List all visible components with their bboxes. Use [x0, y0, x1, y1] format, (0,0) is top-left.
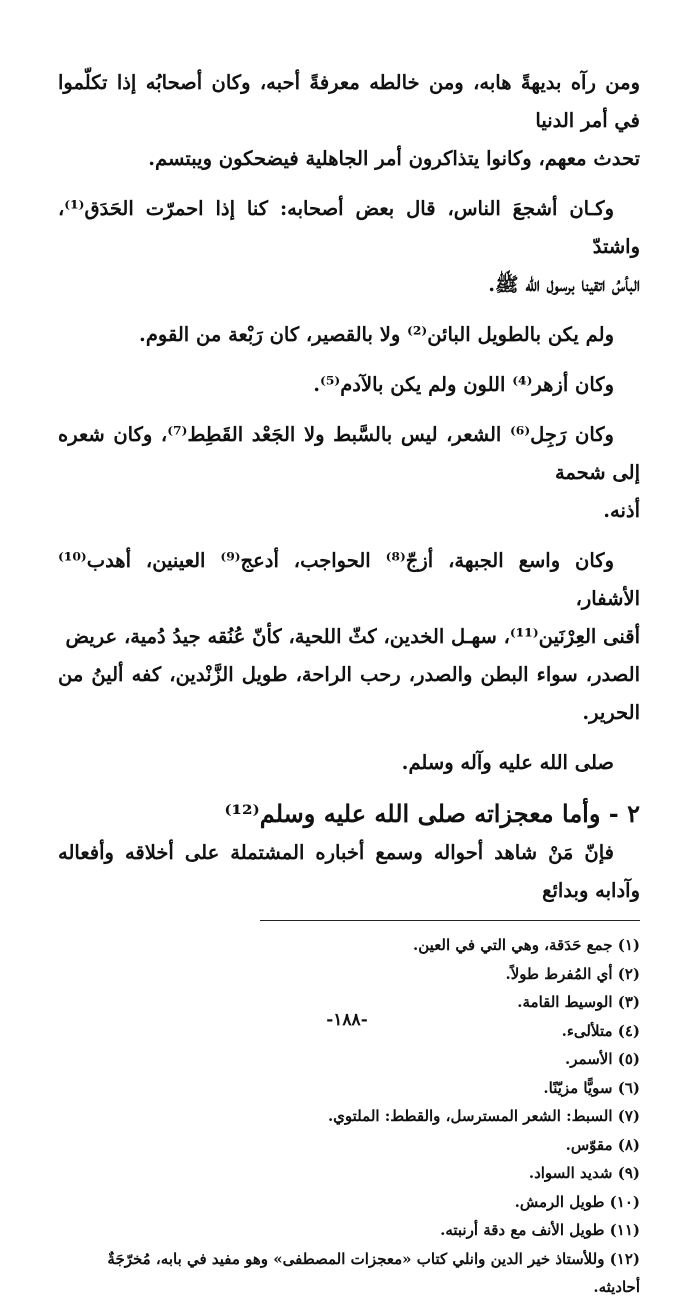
paragraph-features — [58, 542, 640, 732]
footnote: (١١) طويل الأنف مع دقة أرنبته. — [440, 1221, 640, 1239]
paragraph-appearance — [58, 64, 640, 178]
paragraph-miracles-start — [58, 834, 640, 910]
paragraph-height — [58, 316, 640, 354]
text-line: ومن رآه بديهةً هابه، ومن خالطه معرفةً أحبه، وكان أصحابُه إذا تكلّموا في أمر الدنيا — [58, 71, 640, 132]
footnote: (١) جمع حَدَقة، وهي التي في العين. — [413, 936, 640, 954]
text-line: وكـان أشجعَ الناس، قال بعض أصحابه: كنا إذا احمرّت الحَدَق⁽¹⁾، واشتدّ — [58, 197, 640, 258]
text-line: البأسُ اتقينا برسول الله ﷺ. — [488, 273, 640, 296]
footnote: (٩) شديد السواد. — [528, 1164, 640, 1182]
footnote: (٨) مقوّس. — [565, 1135, 640, 1154]
footnote: (١٢) وللأستاذ خير الدين وانلي كتاب «معجزات المصطفى» وهو مفيد في بابه، مُخرّجَةٌ أحاديثه. — [107, 1249, 640, 1296]
text-line: الصدر، سواء البطن والصدر، رحب الراحة، طويل الزَّنْدين، كفه ألينُ من الحرير. — [58, 663, 640, 724]
text-line: ولم يكن بالطويل البائن⁽²⁾ ولا بالقصير، كان رَبْعة من القوم. — [139, 323, 614, 346]
footnote: (٥) الأسمر. — [565, 1050, 640, 1068]
text-line: تحدث معهم، وكانوا يتذاكرون أمر الجاهلية فيضحكون ويبتسم. — [148, 147, 640, 170]
text-line: أقنى العِرْنَين⁽¹¹⁾، سهـل الخدين، كثّ اللحية، كأنّ عُنُقه جيدُ دُمية، عريض — [65, 625, 640, 648]
footnote: (٢) أي المُفرط طولاً. — [505, 964, 640, 983]
page-number: -١٨٨- — [326, 1010, 368, 1030]
footnote: (٣) الوسيط القامة. — [517, 993, 640, 1011]
paragraph-courage — [58, 190, 640, 304]
footnote: (٦) سويًّا مزيّنًا. — [543, 1078, 640, 1097]
footnotes — [58, 931, 640, 1302]
footnote: (١٠) طويل الرمش. — [514, 1192, 640, 1211]
text-line: وكان واسع الجبهة، أزجّ⁽⁸⁾ الحواجب، أدعج⁽⁹⁾ العينين، أهدب⁽¹⁰⁾ الأشفار، — [58, 549, 640, 610]
section-heading: ٢ - وأما معجزاته صلى الله عليه وسلم⁽¹²⁾ — [224, 799, 640, 828]
footnote: (٤) متلألىء. — [561, 1021, 640, 1040]
text-line: وكان أزهر⁽⁴⁾ اللون ولم يكن بالآدم⁽⁵⁾. — [313, 373, 614, 396]
paragraph-complexion — [58, 366, 640, 404]
text-line: صلى الله عليه وآله وسلم. — [401, 751, 614, 774]
footnote: (٧) السبط: الشعر المسترسل، والقطط: الملتوي. — [327, 1107, 640, 1125]
text-line: فإنّ مَنْ شاهد أحواله وسمع أخباره المشتملة على أخلاقه وأفعاله وآدابه وبدائع — [58, 841, 640, 902]
footnote-divider — [260, 920, 640, 921]
paragraph-hair — [58, 416, 640, 530]
text-line: أذنه. — [603, 499, 640, 522]
paragraph-blessing — [58, 744, 640, 782]
text-line: وكان رَجِل⁽⁶⁾ الشعر، ليس بالسَّبط ولا الجَعْد القَطِط⁽⁷⁾، وكان شعره إلى شحمة — [58, 423, 640, 484]
